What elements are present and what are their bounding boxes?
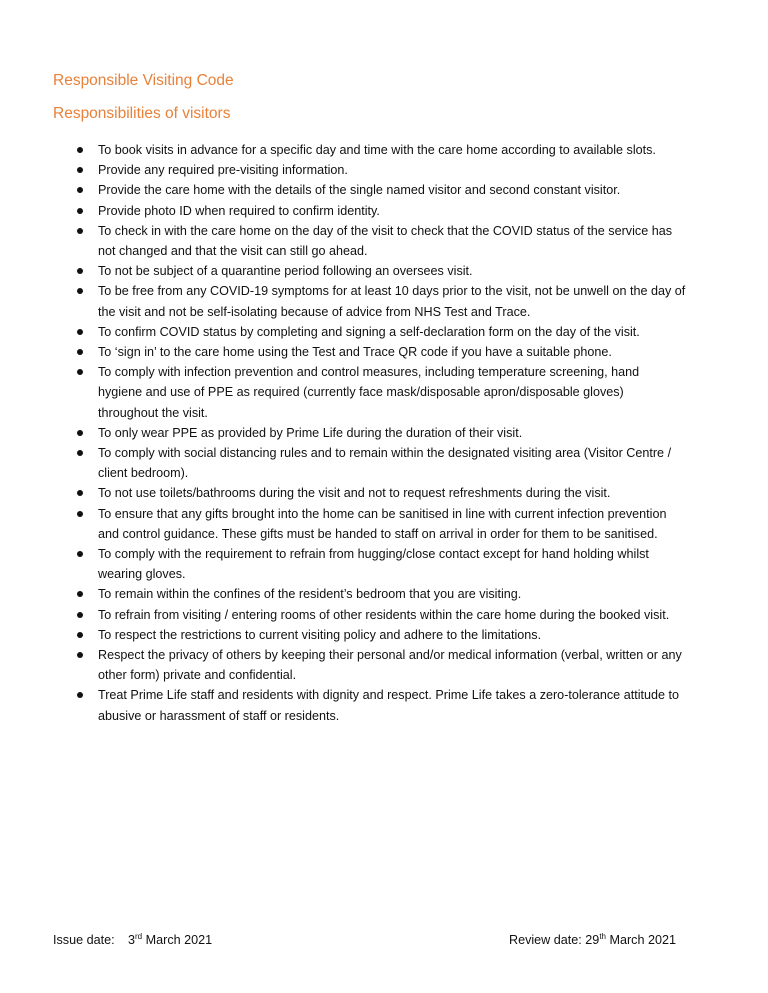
list-item: [76, 281, 686, 321]
list-item: [76, 221, 686, 261]
issue-date-day: 3: [128, 933, 136, 947]
bullet-icon: [77, 329, 83, 335]
bullet-icon: [77, 430, 83, 436]
list-item: [76, 645, 686, 685]
list-item: [76, 584, 686, 604]
list-item-text: Provide any required pre-visiting information.: [98, 163, 348, 178]
issue-date-rest: March 2021: [142, 933, 213, 947]
list-item: [76, 625, 686, 645]
list-item: [76, 160, 686, 180]
list-item-text: To not be subject of a quarantine period following an oversees visit.: [98, 264, 473, 279]
list-item-text: To book visits in advance for a specific day and time with the care home according to available slots.: [98, 143, 656, 157]
bullet-icon: [77, 369, 83, 375]
list-item: [76, 342, 686, 362]
bullet-icon: [77, 147, 83, 153]
list-item-text: Provide the care home with the details of the single named visitor and second constant visitor.: [98, 183, 621, 198]
review-date-suffix: th: [599, 932, 606, 941]
bullet-icon: [77, 208, 83, 214]
bullet-icon: [77, 612, 83, 618]
list-item: [76, 180, 686, 200]
responsibilities-list: [76, 140, 686, 726]
list-item: [76, 362, 686, 423]
list-item: [76, 605, 686, 625]
list-item-text: To be free from any COVID-19 symptoms for at least 10 days prior to the visit, not be unwell on the day of the visit and not be self-isolating because of advice from NHS Test and Trace.: [98, 284, 686, 319]
review-date-day: 29: [585, 933, 600, 947]
list-item-text: To check in with the care home on the day of the visit to check that the COVID status of the service has not changed and that the visit can still go ahead.: [98, 223, 673, 259]
list-item-text: Respect the privacy of others by keeping their personal and/or medical information (verbal, written or any other form) private and confidential.: [98, 648, 682, 683]
issue-date: [53, 931, 212, 949]
list-item-text: To comply with the requirement to refrain from hugging/close contact except for hand holding whilst wearing gloves.: [98, 547, 649, 582]
list-item: [76, 201, 686, 221]
list-item-text: Treat Prime Life staff and residents with dignity and respect. Prime Life takes a zero-tolerance attitude to abusive or harassment of staff or residents.: [98, 688, 680, 723]
list-item-text: To confirm COVID status by completing and signing a self-declaration form on the day of the visit.: [98, 324, 640, 339]
bullet-icon: [77, 187, 83, 193]
list-item: [76, 423, 686, 443]
list-item-text: To respect the restrictions to current visiting policy and adhere to the limitations.: [98, 627, 542, 642]
bullet-icon: [77, 228, 83, 234]
bullet-icon: [77, 692, 83, 698]
bullet-icon: [77, 349, 83, 355]
list-item: [76, 544, 686, 584]
list-item-text: To only wear PPE as provided by Prime Life during the duration of their visit.: [98, 425, 523, 440]
bullet-icon: [77, 450, 83, 456]
section-heading: Responsibilities of visitors: [53, 105, 231, 122]
list-item-text: Provide photo ID when required to confirm identity.: [98, 203, 380, 218]
bullet-icon: [77, 511, 83, 517]
list-item-text: To comply with social distancing rules and to remain within the designated visiting area (Visitor Centre / client bedroom).: [98, 446, 672, 481]
list-item: [76, 483, 686, 503]
review-date: [509, 931, 676, 949]
issue-date-suffix: rd: [135, 932, 143, 941]
list-item: [76, 685, 686, 725]
list-item: [76, 140, 686, 160]
list-item: [76, 261, 686, 281]
bullet-icon: [77, 288, 83, 294]
issue-date-label: Issue date:: [53, 933, 115, 947]
list-item-text: To not use toilets/bathrooms during the visit and not to request refreshments during the visit.: [98, 486, 611, 501]
list-item: [76, 504, 686, 544]
bullet-icon: [77, 167, 83, 173]
bullet-icon: [77, 490, 83, 496]
list-item-text: To ‘sign in’ to the care home using the Test and Trace QR code if you have a suitable phone.: [98, 345, 612, 360]
bullet-icon: [77, 268, 83, 274]
list-item-text: To comply with infection prevention and control measures, including temperature screening, hand hygiene and use of PPE as required (currently face mask/disposable apron/disposable gloves) throughout the visit.: [98, 365, 640, 420]
list-item-text: To remain within the confines of the resident’s bedroom that you are visiting.: [98, 587, 522, 602]
list-item: [76, 443, 686, 483]
document-title: Responsible Visiting Code: [53, 72, 234, 89]
list-item-text: To refrain from visiting / entering rooms of other residents within the care home during the booked visit.: [98, 607, 670, 622]
bullet-icon: [77, 652, 83, 658]
list-item: [76, 322, 686, 342]
review-date-rest: March 2021: [605, 933, 676, 947]
bullet-icon: [77, 551, 83, 557]
bullet-icon: [77, 632, 83, 638]
bullet-icon: [77, 591, 83, 597]
list-item-text: To ensure that any gifts brought into the home can be sanitised in line with current infection prevention and control guidance. These gifts must be handed to staff on arrival in order for them to be sanitised.: [98, 506, 667, 541]
review-date-label: Review date:: [508, 933, 586, 947]
